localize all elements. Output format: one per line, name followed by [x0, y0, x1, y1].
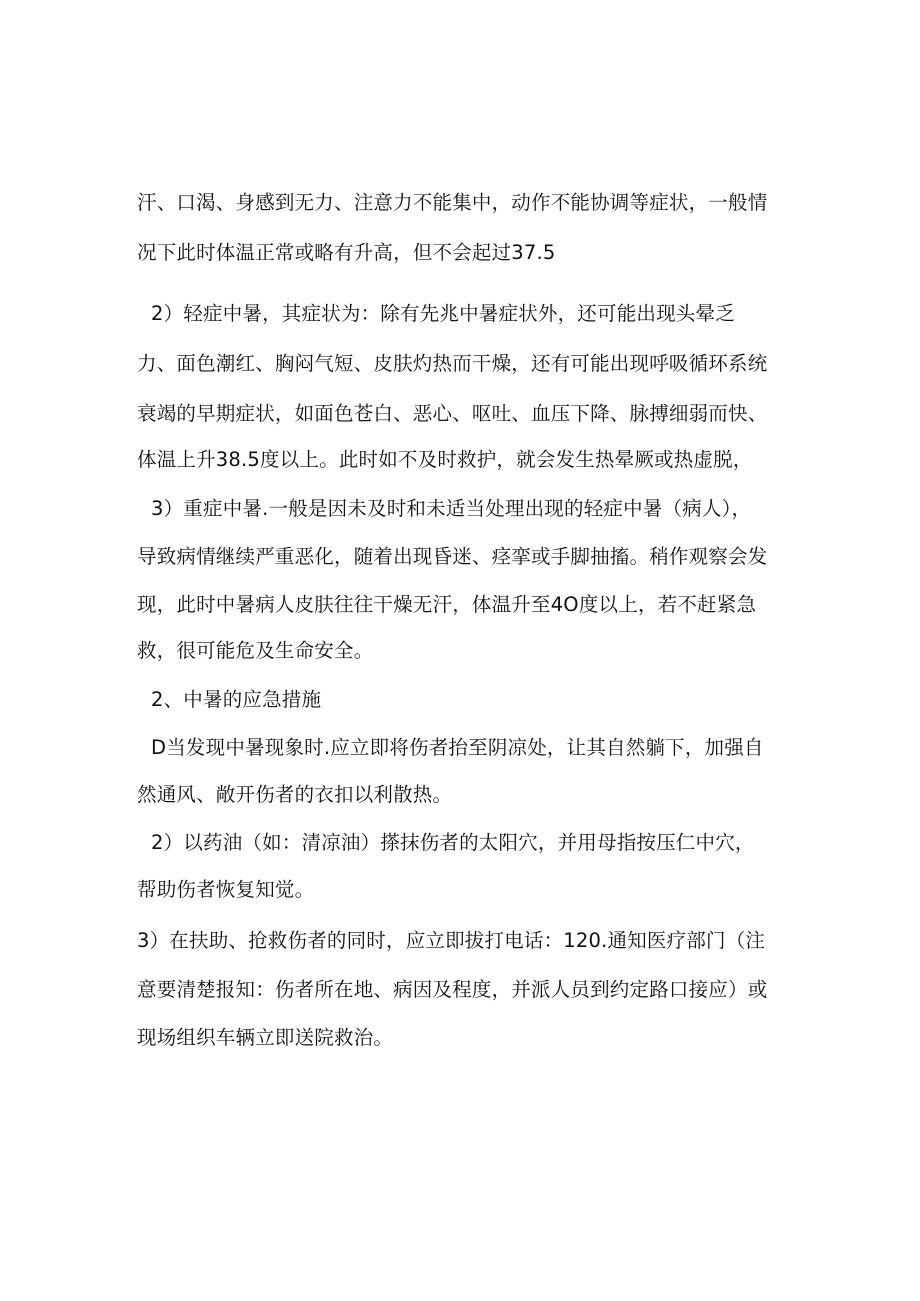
- text-line: 力、面色潮红、胸闷气短、皮肤灼热而干燥，还有可能出现呼吸循环系统: [137, 352, 768, 375]
- text-line: 汗、口渴、身感到无力、注意力不能集中，动作不能协调等症状，一般情: [137, 191, 768, 214]
- text-line: 2）以药油（如：清凉油）搽抹伤者的太阳穴，并用母指按压仁中穴，: [151, 831, 755, 854]
- text-line: 2）轻症中暑，其症状为：除有先兆中暑症状外，还可能出现头晕乏: [151, 302, 735, 325]
- text-line: 帮助伤者恢复知觉。: [137, 878, 315, 901]
- text-line: 现场组织车辆立即送院救治。: [137, 1026, 394, 1049]
- text-line: 3）重症中暑.一般是因未及时和未适当处理出现的轻症中暑（病人），: [151, 497, 752, 520]
- text-line: 救，很可能危及生命安全。: [137, 639, 374, 662]
- text-line: 况下此时体温正常或略有升高，但不会起过37.5: [137, 241, 556, 264]
- section-heading: 2、中暑的应急措施: [151, 688, 322, 711]
- text-line: 衰竭的早期症状，如面色苍白、恶心、呕吐、血压下降、脉搏细弱而快、: [137, 402, 768, 425]
- text-line: D当发现中暑现象时.应立即将伤者抬至阴凉处，让其自然躺下，加强自: [151, 736, 764, 759]
- text-line: 然通风、敞开伤者的衣扣以利散热。: [137, 783, 453, 806]
- text-line: 现，此时中暑病人皮肤往往干燥无汗，体温升至4O度以上，若不赶紧急: [137, 593, 757, 616]
- text-line: 3）在扶助、抢救伤者的同时，应立即拔打电话：120.通知医疗部门（注: [137, 929, 766, 952]
- text-line: 导致病情继续严重恶化，随着出现昏迷、痉挛或手脚抽搐。稍作观察会发: [137, 545, 768, 568]
- text-line: 意要清楚报知：伤者所在地、病因及程度，并派人员到约定路口接应）或: [137, 978, 768, 1001]
- text-line: 体温上升38.5度以上。此时如不及时救护，就会发生热晕厥或热虚脱，: [137, 448, 753, 471]
